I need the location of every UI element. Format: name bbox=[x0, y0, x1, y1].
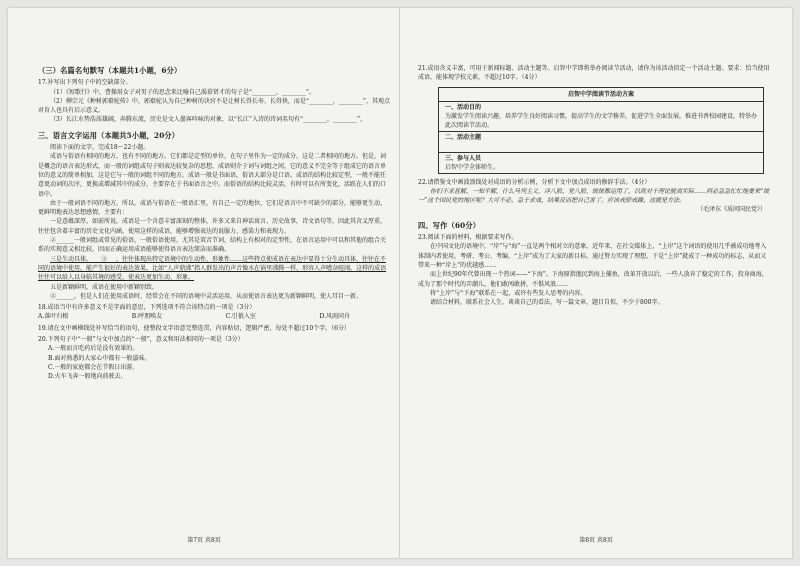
section-title-writing: 四、写作（60分） bbox=[418, 220, 481, 230]
plan-text-participants: 启智中学全体师生。 bbox=[445, 163, 500, 171]
section-title-recitation: （三）名篇名句默写（本题共1小题，6分） bbox=[38, 66, 182, 75]
q20-stem: 20.下列句子中“一般”与文中加点的“一般”，意义和用法相同的一项是（3分） bbox=[38, 336, 244, 344]
activity-plan-table bbox=[438, 87, 764, 174]
page-footer-8: 第8页 共8页 bbox=[579, 537, 613, 544]
page-footer-7: 第7页 共8页 bbox=[187, 537, 221, 544]
q20-option-c[interactable]: C.一般的家庭都会在节假日出游。 bbox=[48, 363, 139, 371]
plan-title: 启智中学阅读节活动方案 bbox=[439, 88, 763, 102]
left-column bbox=[38, 64, 390, 382]
passage-paragraph-4: ②______一般词组或常见的俗语，一般俗语使用，尤其是双音节词，结构上有相对的定型性，在语言运用中可以和其他的组合关系的实现意义相比较。因而正确运用成语能够使得语言表达简洁而准确。 bbox=[38, 237, 387, 254]
q22-quote-source: （毛泽东《质问国民党》） bbox=[696, 206, 766, 214]
section-title-language: 三、语言文字运用（本题共5小题，20分） bbox=[38, 130, 180, 140]
page-8 bbox=[400, 8, 792, 558]
q21-stem: 21.成语含义丰富，可用于新闻标题、活动主题等。启智中学即将举办阅读节活动，请你为该活动拟定一个活动主题。要求：恰当使用成语，能体现学校元素，不超过10字。（4分） bbox=[418, 65, 770, 82]
q22-stem: 22.请借鉴文中画波浪线处对成语的分析示例，分析下文中加点成语的修辞手法。（4分） bbox=[418, 178, 651, 186]
plan-section-theme bbox=[439, 132, 763, 153]
q17-item-2: （2）柳宗元《种树郭橐驼传》中，郭橐驼认为自己种树的诀窍不是让树长得长寿、长得快，而是“________，________”，其观点对育人也具有启示意义。 bbox=[38, 97, 390, 115]
exam-sheet bbox=[8, 8, 792, 558]
plan-section-purpose bbox=[439, 102, 763, 132]
q19-stem: 19.请在文中画横线处补写恰当的语句，使整段文字语意完整连贯，内容贴切，逻辑严密，每处不超过10个字。（6分） bbox=[38, 324, 350, 332]
plan-section-participants bbox=[439, 153, 763, 173]
q18-stem: 18.成语当中有许多意义不是字面的意思，下列选项不符合该特点的一项是（3分） bbox=[38, 304, 256, 312]
q18-options bbox=[38, 312, 390, 321]
passage-paragraph-6: 五是新颖鲜明，成语在使用中新颖别致。 bbox=[50, 283, 159, 291]
reading-intro: 阅读下面的文字，完成18～22小题。 bbox=[50, 144, 150, 152]
plan-theme-answer-field[interactable] bbox=[445, 142, 757, 151]
q23-material-3: 将“上岸”与“下海”联系在一起，或许有些发人思考的内容。 bbox=[430, 289, 587, 297]
q18-option-b[interactable]: B.呼朋唤友 bbox=[131, 313, 163, 321]
q18-option-c[interactable]: C.引狼入室 bbox=[225, 313, 256, 321]
q17-item-3: （3）长江水势浩荡雄阔，奔腾东流，历史是文人墨客吟咏的对象，以“长江”入诗的诗词名句有“________，________”。 bbox=[50, 116, 367, 124]
q20-option-d[interactable]: D.火车飞奔一般地向前驶去。 bbox=[48, 373, 127, 381]
passage-paragraph-5: 三是生动具体。___③___，往往体现出特定语境中的生动性、形象性……这些特点使成语在表达中显得十分生动具体，往往在不同的语境中使用，能产生很好的表达效果，比如“人声鼎沸”指人群发出的声音像水在锅里沸腾一样，形容人声嘈杂喧闹。这样的成语往往可以给人以身临其境的感受，使表达更加生动、形象。 bbox=[38, 255, 387, 282]
plan-heading-purpose: 一、活动目的 bbox=[445, 103, 482, 111]
passage-paragraph-1: 成语与俗语有相同的地方，也有不同的地方。它们都是定型的单位，在句子里作为一定的成分，这是二者相同的地方。但是，词是概念的语言表达形式，而一般的词组或句子则表达较复杂的思想，成语则介于词与词组之间，它的意义不完全等于组成它的语言单位的意义的简单相加，这是它与一般的词组不同的地方。成语一般是书面语，俗语大部分是口语。成语的结构比较定型，一般不能任意更动词的次序，更换或增减其中的成分，主要存在于书面语言之中。而俗语的结构比较灵活，有时可以有所变化，活跃在人们的口语中。 bbox=[38, 153, 387, 198]
plan-heading-participants: 三、参与人员 bbox=[445, 154, 482, 162]
plan-heading-theme: 二、活动主题 bbox=[445, 133, 482, 141]
q17-stem: 17.补写出下列句子中的空缺部分。 bbox=[38, 79, 132, 87]
q23-material-1: 在中国文化的语境中，“岸”与“海”一直是两个相对立的意象。近年来，在社交媒体上，“上岸”这个词语的使用几乎被成功地考入体制内者使用，考研、考公、考编，“上岸”成为了大家的新目标。通过努力实现了理想，于是“上岸”就成了一种成功的标志，从而又带来一种“岸上”的优越感…… bbox=[418, 243, 767, 269]
q23-intro: 23.阅读下面的材料，根据要求写作。 bbox=[418, 234, 518, 242]
q23-requirement: 请结合材料，联系社会人生，谈谈自己的看法，写一篇文章，题目自拟，不少于800字。 bbox=[430, 299, 664, 307]
q23-material-2: 而上世纪90年代曾出现一个热词——“下海”。下海原指渔民到海上捕鱼，改革开放以后，一些人放弃了稳定的工作，投身商海，成为了那个时代的弄潮儿，他们敢闯敢拼，不惧风浪…… bbox=[418, 271, 768, 288]
q20-option-a[interactable]: A.一般而言吃药后是没有效果的。 bbox=[48, 345, 139, 353]
passage-paragraph-2: 由于一般词语不同的地方，所以，成语与俗语在一般语汇里，有自己一定的地位，它们是语言中不可缺少的部分，能够更生动、更鲜明地表达思想感情，主要有： bbox=[38, 199, 387, 217]
page-7 bbox=[8, 8, 400, 558]
q22-quote: 你们不求甚解，一知半解，什么马列主义，洋八股、党八股，统统都运用了，以致对于理论脱离实际……何必急急忙忙地要来“统一”这个国民党的地区呢？大可不必，急于求成，结果反而把自己害了。应该戒骄戒躁，这就是方法。 bbox=[418, 187, 770, 205]
q18-option-d[interactable]: D.风雨同舟 bbox=[319, 313, 350, 321]
right-column bbox=[418, 64, 770, 307]
passage-paragraph-3: 一是意蕴深厚。如前所说，成语是一个含意丰富深刻的整体，许多又来自神话寓言、历史故事，诗文语句等，因此其含义厚重，往往包含着丰富的历史文化内涵，使用这样的成语，能够增强表达的说服力、感染力和表现力。 bbox=[38, 218, 387, 235]
plan-text-purpose: 为激发学生阅读兴趣，培养学生良好阅读习惯，提高学生的文学修养，促进学生全面发展，推进书香校园建设，特举办此次阅读节活动。 bbox=[445, 112, 758, 129]
passage-paragraph-6b: ④______，但是人们在使用成语时，经常会在不同的语境中灵活运用，从而使语言表达更为新颖鲜明，使人耳目一新。 bbox=[50, 292, 363, 300]
q18-option-a[interactable]: A.落叶归根 bbox=[38, 313, 69, 321]
q20-option-b[interactable]: B.面对熟悉的大家心中都有一般滋味。 bbox=[48, 354, 151, 362]
q17-item-1: （1）《短歌行》中，曹操用女子对男子的思念来比喻自己渴慕贤才的句子是“________，________”。 bbox=[50, 88, 315, 96]
